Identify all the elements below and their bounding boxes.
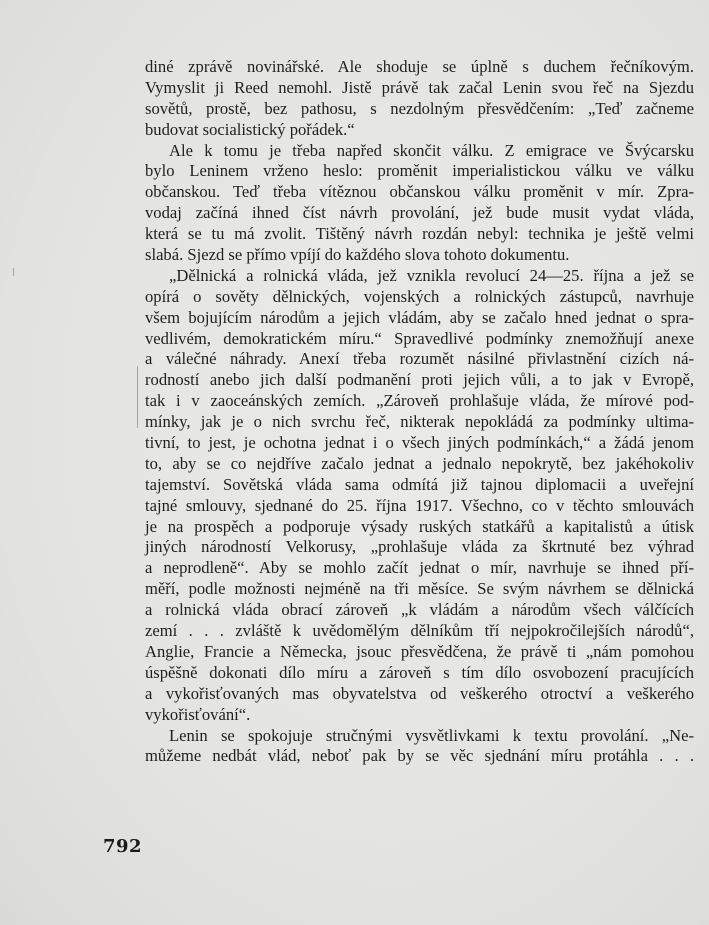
text-line: opírá o sověty dělnických, vojenských a rolnických zástupců, navrhuje	[145, 286, 694, 306]
text-line: je na prospěch a podporuje výsady ruských statkářů a kapitalistů a útisk	[145, 516, 694, 536]
text-line: jiných národností Velkorusy, „prohlašuje vláda za škrtnuté bez výhrad	[145, 537, 694, 557]
text-line: která se tu má zvolit. Tištěný návrh rozdán nebyl: technika je ještě velmi	[145, 224, 694, 244]
margin-mark	[13, 268, 14, 276]
text-line: tajné smlouvy, sjednané do 25. října 1917. Všechno, co v těchto smlouvách	[145, 495, 694, 515]
text-line: Lenin se spokojuje stručnými vysvětlivkami k textu provolání. „Ne-	[169, 725, 694, 745]
text-line: mínky, jak je o nich svrchu řeč, nikterak nepokládá za podmínky ultima-	[145, 412, 694, 432]
text-line: měří, podle možnosti nejméně na tři měsíce. Se svým návrhem se dělnická	[145, 579, 694, 599]
text-line: Ale k tomu je třeba napřed skončit válku. Z emigrace ve Švýcarsku	[169, 140, 694, 160]
body-text	[145, 57, 694, 767]
text-line: občanskou. Teď třeba vítěznou občanskou válku proměnit v mír. Zpra-	[145, 182, 694, 202]
page-number: 792	[103, 836, 143, 857]
text-line: a neprodleně“. Aby se mohlo začít jednat o mír, navrhuje se ihned pří-	[145, 558, 694, 578]
text-line: „Dělnická a rolnická vláda, jež vznikla revolucí 24—25. října a jež se	[169, 265, 694, 285]
text-line: úspěšně dokonati dílo míru a zároveň s tím dílo osvobození pracujících	[145, 662, 694, 682]
text-line: vedlivém, demokratickém míru.“ Spravedlivé podmínky znemožňují anexe	[145, 328, 694, 348]
text-line: a válečné náhrady. Anexí třeba rozumět násilné přivlastnění cizích ná-	[145, 349, 694, 369]
text-line: rodností anebo jich další podmanění proti jejich vůli, a to jak v Evropě,	[145, 370, 694, 390]
text-line: tak i v zaoceánských zemích. „Zároveň prohlašuje vláda, že mírové pod-	[145, 391, 694, 411]
text-line: tivní, to jest, je ochotna jednat i o všech jiných podmínkách,“ a žádá jenom	[145, 433, 694, 453]
text-line: budovat socialistický pořádek.“	[145, 119, 355, 139]
text-line: sovětů, prostě, bez pathosu, s nezdolným přesvědčením: „Teď začneme	[145, 98, 694, 118]
text-line: diné zprávě novinářské. Ale shoduje se úplně s duchem řečníkovým.	[145, 57, 694, 76]
text-line: můžeme nedbát vlád, neboť pak by se věc sjednání míru protáhla . . .	[145, 746, 694, 766]
text-line: zemí . . . zvláště k uvědomělým dělníkům tří nejpokročilejších národů“,	[145, 621, 694, 641]
text-line: vykořisťování“.	[145, 704, 251, 724]
text-line: to, aby se co nejdříve začalo jednat a jednalo nepokrytě, bez jakéhokoliv	[145, 453, 694, 473]
text-line: a rolnická vláda obrací zároveň „k vládám a národům všech válčících	[145, 600, 694, 620]
text-line: všem bojujícím národům a jejich vládám, aby se začalo hned jednat o spra-	[145, 307, 694, 327]
text-line: tajemství. Sovětská vláda sama odmítá již tajnou diplomacii a uveřejní	[145, 474, 694, 494]
margin-mark	[137, 366, 138, 428]
text-line: a vykořisťovaných mas obyvatelstva od veškerého otroctví a veškerého	[145, 683, 694, 703]
text-line: Anglie, Francie a Německa, jsouc přesvědčena, že právě ti „nám pomohou	[145, 641, 694, 661]
text-line: bylo Leninem vrženo heslo: proměnit imperialistickou válku ve válku	[145, 161, 694, 181]
text-line: Vymyslit ji Reed nemohl. Jistě právě tak začal Lenin svou řeč na Sjezdu	[145, 77, 694, 97]
text-line: vodaj začíná ihned číst návrh provolání, jež bude musit vydat vláda,	[145, 203, 694, 223]
text-line: slabá. Sjezd se přímo vpíjí do každého slova tohoto dokumentu.	[145, 245, 570, 265]
